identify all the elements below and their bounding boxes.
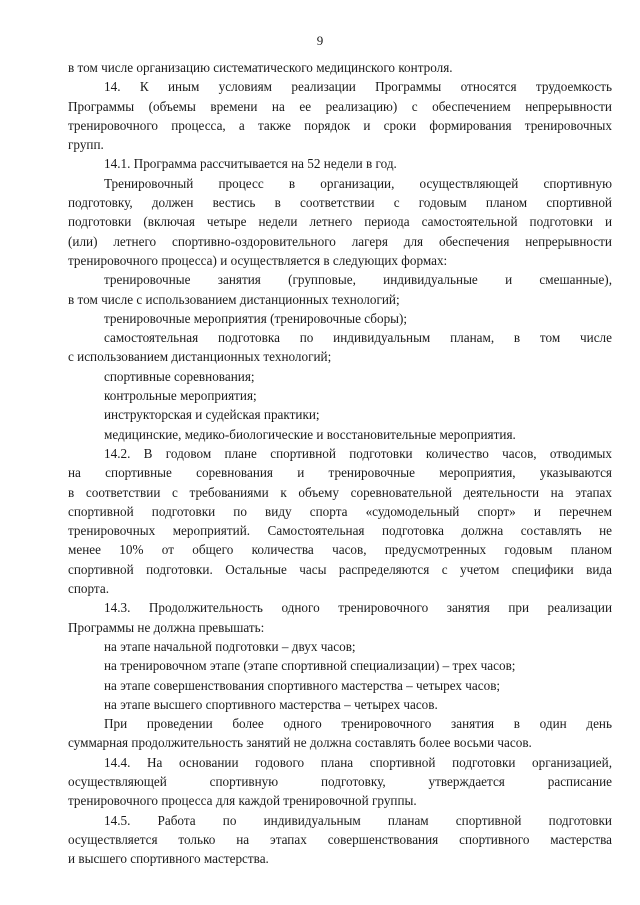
text-line: в соответствии с требованиями к объему соревновательной деятельности на этапах (68, 484, 612, 500)
text-line: спортивной подготовки по виду спорта «судомодельный спорт» и перечнем (68, 503, 612, 519)
text-line: подготовку, должен вестись в соответствии с годовым планом спортивной (68, 195, 612, 211)
text-line: на спортивные соревнования и тренировочные мероприятия, указываются (68, 465, 612, 481)
text-line: 14.4. На основании годового плана спортивной подготовки организацией, (104, 754, 612, 770)
text-line: (или) летнего спортивно-оздоровительного лагеря для обеспечения непрерывности (68, 233, 612, 249)
text-line: инструкторская и судейская практики; (104, 407, 320, 423)
text-line: менее 10% от общего количества часов, предусмотренных годовым планом (68, 542, 612, 558)
text-line: осуществляется только на этапах совершенствования спортивного мастерства (68, 831, 612, 847)
text-line: При проведении более одного тренировочного занятия в один день (104, 716, 612, 732)
text-line: суммарная продолжительность занятий не должна составлять более восьми часов. (68, 735, 532, 751)
text-line: тренировочные мероприятия (тренировочные сборы); (104, 310, 408, 326)
text-line: 14.1. Программа рассчитывается на 52 недели в год. (104, 156, 397, 172)
text-line: на тренировочном этапе (этапе спортивной специализации) – трех часов; (104, 658, 516, 674)
text-line: на этапе совершенствования спортивного мастерства – четырех часов; (104, 677, 501, 693)
text-line: тренировочного процесса) и осуществляется в следующих формах: (68, 252, 448, 268)
text-line: медицинские, медико-биологические и восстановительные мероприятия. (104, 426, 516, 442)
text-line: на этапе начальной подготовки – двух часов; (104, 638, 356, 654)
text-line: и высшего спортивного мастерства. (68, 851, 269, 867)
text-line: тренировочного процесса для каждой тренировочной группы. (68, 793, 417, 809)
text-line: спортивной подготовки. Остальные часы распределяются с учетом специфики вида (68, 561, 612, 577)
text-line: 14.3. Продолжительность одного тренировочного занятия при реализации (104, 600, 612, 616)
page-number: 9 (316, 33, 324, 48)
text-line: Программы (объемы времени на ее реализацию) с обеспечением непрерывности (68, 98, 612, 114)
text-line: в том числе организацию систематического медицинского контроля. (68, 60, 453, 75)
text-line: подготовки (включая четыре недели летнего периода самостоятельной подготовки и (68, 214, 612, 230)
text-line: тренировочных мероприятий. Самостоятельная подготовка должна составлять не (68, 523, 612, 539)
text-line: групп. (68, 137, 104, 153)
text-line: Тренировочный процесс в организации, осуществляющей спортивную (104, 175, 612, 191)
text-line: в том числе с использованием дистанционных технологий; (68, 291, 400, 307)
text-line: контрольные мероприятия; (104, 388, 257, 404)
text-line: 14. К иным условиям реализации Программы относятся трудоемкость (104, 79, 612, 95)
text-line: Программы не должна превышать: (68, 619, 265, 635)
document-body (68, 58, 612, 868)
text-line: спорта. (68, 581, 109, 597)
text-line: на этапе высшего спортивного мастерства – четырех часов. (104, 696, 438, 712)
text-line: самостоятельная подготовка по индивидуальным планам, в том числе (104, 330, 612, 346)
text-line: тренировочного процесса, а также порядок и сроки формирования тренировочных (68, 117, 612, 133)
text-line: 14.2. В годовом плане спортивной подготовки количество часов, отводимых (104, 445, 612, 461)
text-line: спортивные соревнования; (104, 368, 255, 384)
text-line: осуществляющей спортивную подготовку, утверждается расписание (68, 773, 612, 789)
text-line: тренировочные занятия (групповые, индивидуальные и смешанные), (104, 272, 612, 288)
text-line: с использованием дистанционных технологий; (68, 349, 332, 365)
text-line: 14.5. Работа по индивидуальным планам спортивной подготовки (104, 812, 612, 828)
